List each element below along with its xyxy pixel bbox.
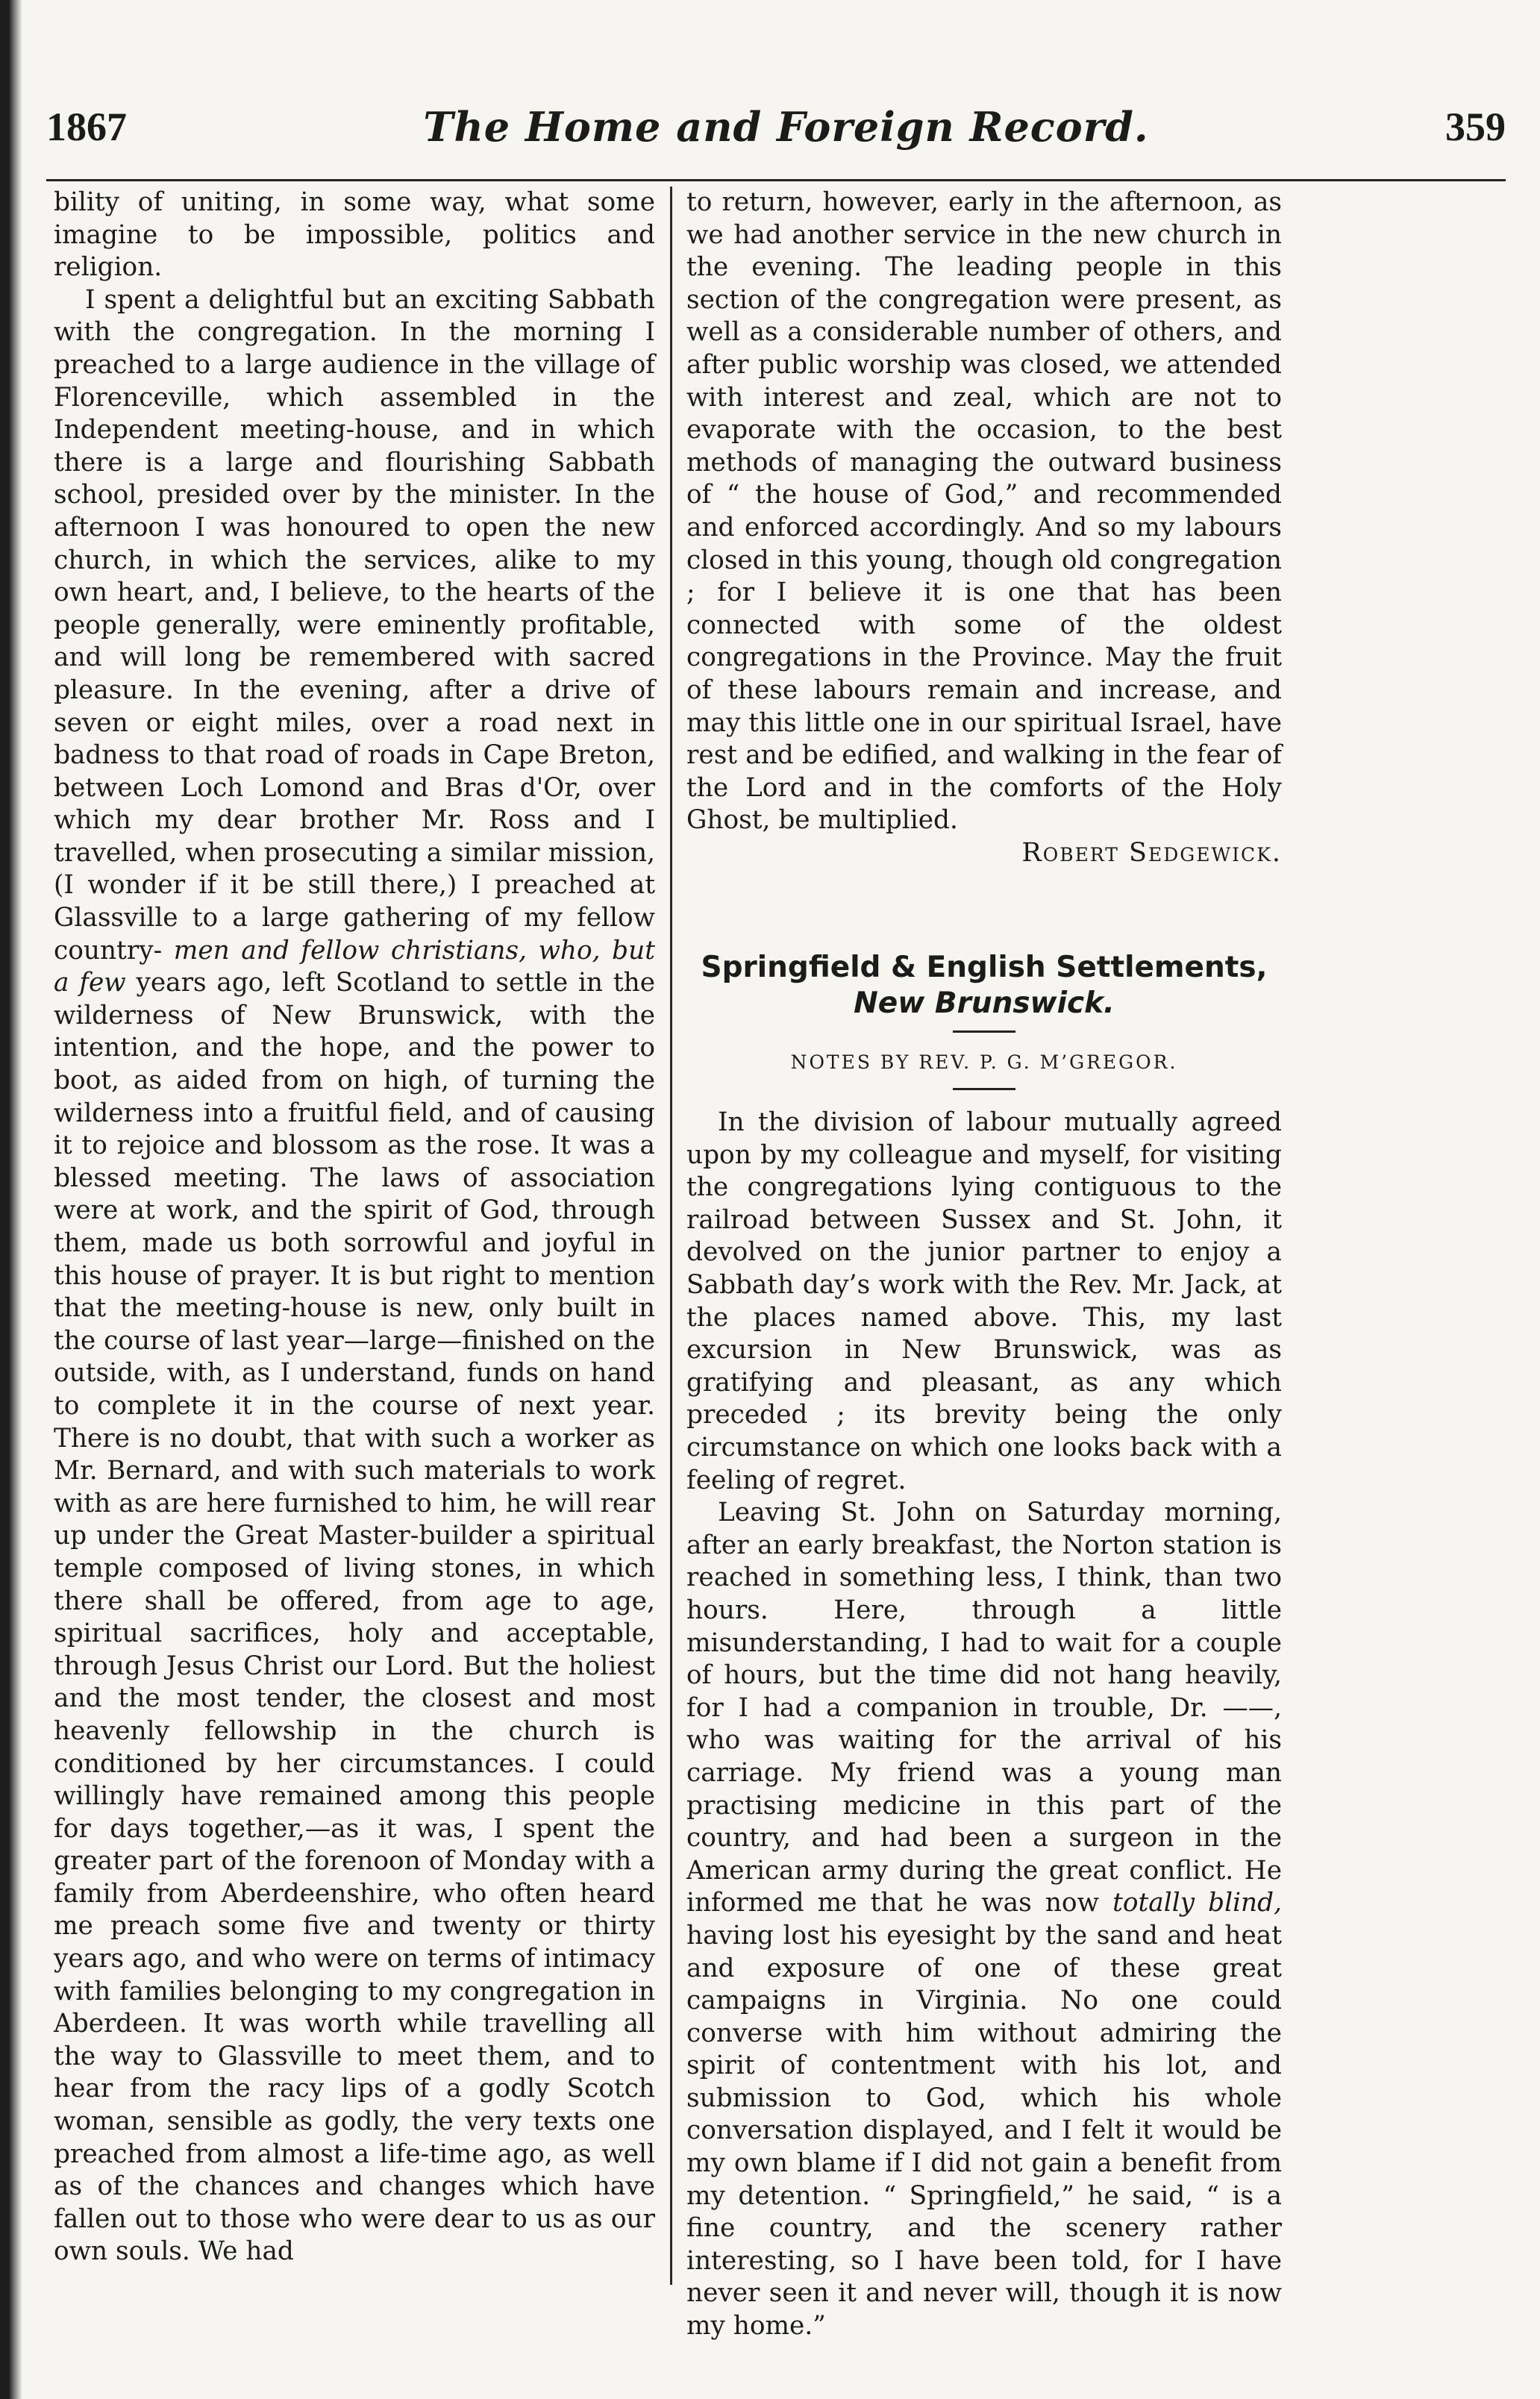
- paragraph: [54, 284, 655, 2268]
- article-title-line: Springfield & English Settlements,: [701, 951, 1268, 985]
- article-body: [686, 1107, 1282, 2343]
- article-byline: NOTES BY REV. P. G. M’GREGOR.: [790, 1051, 1178, 1074]
- italic-text: men and fellow christians, who, but a few: [54, 935, 656, 998]
- paragraph: In the division of labour mutually agreed upon by my colleague and myself, for visiting the congregations lying contiguous to the railroad between Sussex and St. John, it devolved on the junior partner to enjoy a Sabbath day’s work with the Rev. Mr. Jack, at the places named above. This, my last excursion in New Brunswick, was as gratifying and pleasant, as any which preceded ; its brevity being the only circumstance on which one looks back with a feeling of regret.: [686, 1107, 1282, 1495]
- paragraph: [686, 1497, 1282, 2342]
- column-divider: [670, 187, 672, 2285]
- paragraph-text: I spent a delightful but an exciting Sabbath with the congregation. In the morning I preached to a large audience in the village of Florenceville, which assembled in the Independent meeting-house, and in which there is a large and flourishing Sabbath school, presided over by the minister. In the afternoon I was honoured to open the new church, in which the services, alike to my own heart, and, I believe, to the hearts of the people generally, were eminently profitable, and will long be remembered with sacred pleasure. In the evening, after a drive of seven or eight miles, over a road next in badness to that road of roads in Cape Breton, between Loch Lomond and Bras d'Or, over which my dear brother Mr. Ross and I travelled, when prosecuting a similar mission, (I wonder if it be still there,) I preached at Glassville to a large gathering of my fellow country-: [54, 284, 655, 966]
- section-rule: [953, 1088, 1015, 1090]
- header-year: 1867: [46, 104, 127, 149]
- paragraph-text: having lost his eyesight by the sand and heat and exposure of one of these great campaigns in Virginia. No one could converse with him without admiring the spirit of contentment with his lot, and submission to God, which his whole conversation displayed, and I felt it would be my own blame if I did not gain a benefit from my detention. “ Springfield,” he said, “ is a fine country, and the scenery rather interesting, so I have been told, for I have never seen it and never will, though it is now my home.”: [686, 1920, 1282, 2342]
- paragraph-text: Leaving St. John on Saturday morning, after an early breakfast, the Norton station is reached in something less, I think, than two hours. Here, through a little misunderstanding, I had to wait for a couple of hours, but the time did not hang heavily, for I had a companion in trouble, Dr. ——, who was waiting for the arrival of his carriage. My friend was a young man practising medicine in this part of the country, and had been a surgeon in the American army during the great conflict. He informed me that he was now: [686, 1498, 1282, 1918]
- italic-text: totally blind,: [1112, 1888, 1283, 1918]
- right-column: [686, 187, 1282, 2343]
- left-column: [54, 187, 655, 2268]
- paragraph: bility of uniting, in some way, what some imagine to be impossible, politics and religion.: [54, 187, 655, 283]
- book-binding-edge: [0, 0, 22, 2399]
- section-rule: [953, 1030, 1015, 1033]
- page-number: 359: [1444, 104, 1506, 149]
- header-rule: [46, 179, 1506, 181]
- article-title-line: New Brunswick.: [854, 986, 1115, 1021]
- paragraph: to return, however, early in the afternoon, as we had another service in the new church in the evening. The leading people in this section of the congregation were present, as well as a considerable number of others, and after public worship was closed, we attended with interest and zeal, which are not to evaporate with the occasion, to the best methods of managing the outward business of “ the house of God,” and recommended and enforced accordingly. And so my labours closed in this young, though old congregation ; for I believe it is one that has been connected with some of the oldest congregations in the Province. May the fruit of these labours remain and increase, and may this little one in our spiritual Israel, have rest and be edified, and walking in the fear of the Lord and in the comforts of the Holy Ghost, be multiplied.: [686, 187, 1282, 836]
- author-signature: Robert Sedgewick.: [1021, 837, 1282, 868]
- running-header: [46, 90, 1506, 164]
- paragraph-text: years ago, left Scotland to settle in the wilderness of New Brunswick, with the intention, and the hope, and the power to boot, as aided from on high, of turning the wilderness into a fruitful field, and of causing it to rejoice and blossom as the rose. It was a blessed meeting. The laws of association were at work, and the spirit of God, through them, made us both sorrowful and joyful in this house of prayer. It is but right to mention that the meeting-house is new, only built in the course of last year—large—finished on the outside, with, as I understand, funds on hand to complete it in the course of next year. There is no doubt, that with such a worker as Mr. Bernard, and with such materials to work with as are here furnished to him, he will rear up under the Great Master-builder a spiritual temple composed of living stones, in which there shall be offered, from age to age, spiritual sacrifices, holy and acceptable, through Jesus Christ our Lord. But the holiest and the most tender, the closest and most heavenly fellowship in the church is conditioned by her circumstances. I could willingly have remained among this people for days together,—as it was, I spent the greater part of the forenoon of Monday with a family from Aberdeenshire, who often heard me preach some five and twenty or thirty years ago, and who were on terms of intimacy with families belonging to my congregation in Aberdeen. It was worth while travelling all the way to Glassville to meet them, and to hear from the racy lips of a godly Scotch woman, sensible as godly, the very texts one preached from almost a life-time ago, as well as of the chances and changes which have fallen out to those who were dear to us as our own souls. We had: [54, 968, 655, 2267]
- article-title: [686, 950, 1282, 1022]
- masthead-title: The Home and Foreign Record.: [423, 103, 1149, 151]
